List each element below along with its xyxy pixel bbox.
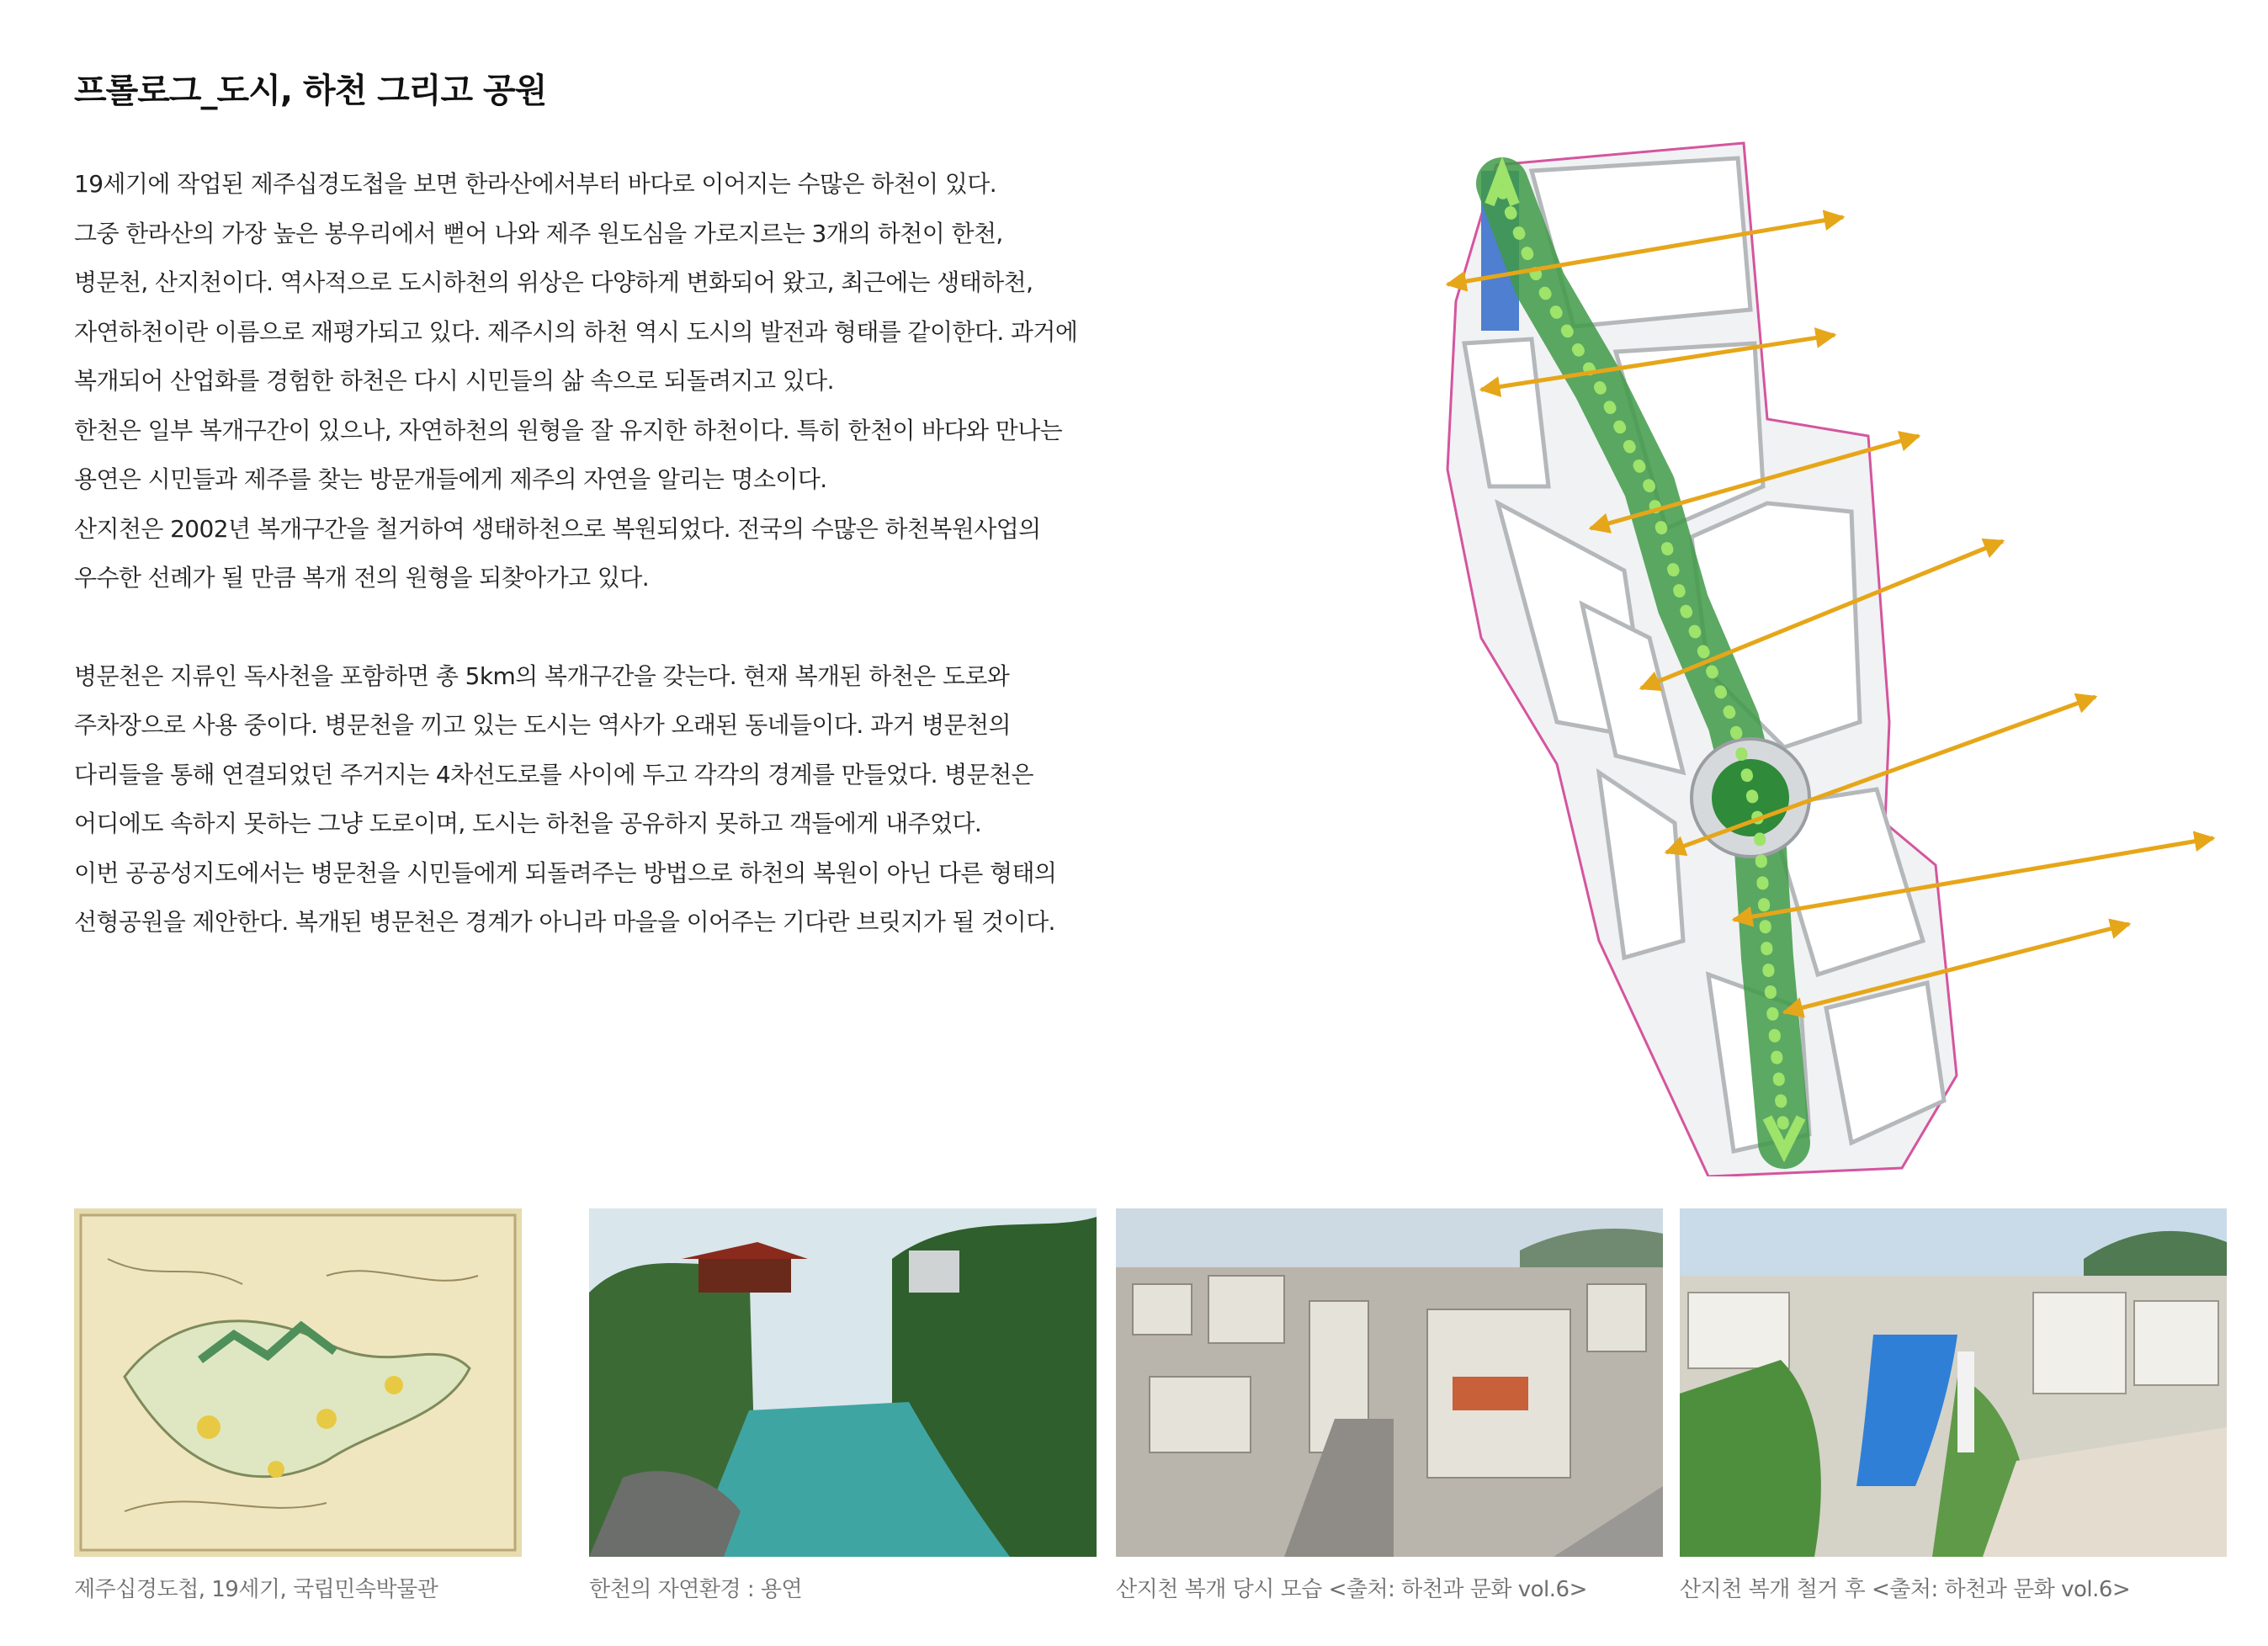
paragraph-2 (74, 652, 1168, 948)
photo-sanjicheon-covered (1116, 1208, 1663, 1557)
body-text (74, 160, 1168, 948)
photo-caption: 산지천 복개 당시 모습 <출처: 하천과 문화 vol.6> (1116, 1577, 1587, 1602)
text-line: 복개되어 산업화를 경험한 하천은 다시 시민들의 삶 속으로 되돌려지고 있다. (74, 367, 834, 395)
photo-caption: 한천의 자연환경 : 용연 (589, 1577, 803, 1602)
text-line: 우수한 선례가 될 만큼 복개 전의 원형을 되찾아가고 있다. (74, 564, 650, 592)
text-line: 한천은 일부 복개구간이 있으나, 자연하천의 원형을 잘 유지한 하천이다. 특히 한천이 바다와 만나는 (74, 416, 1063, 444)
photo-yongyeon (589, 1208, 1097, 1557)
photo-sanjicheon-restored (1680, 1208, 2227, 1557)
sanjicheon-restored-image (1680, 1208, 2227, 1557)
paragraph-1 (74, 160, 1168, 603)
photo-caption: 제주십경도첩, 19세기, 국립민속박물관 (74, 1577, 438, 1602)
text-line: 용연은 시민들과 제주를 찾는 방문개들에게 제주의 자연을 알리는 명소이다. (74, 465, 827, 493)
sanjicheon-covered-image (1116, 1208, 1663, 1557)
text-line: 자연하천이란 이름으로 재평가되고 있다. 제주시의 하천 역시 도시의 발전과 형태를 같이한다. 과거에 (74, 317, 1078, 346)
paragraph-gap (74, 603, 1168, 652)
text-line: 병문천은 지류인 독사천을 포함하면 총 5km의 복개구간을 갖는다. 현재 복개된 하천은 도로와 (74, 661, 1010, 690)
text-line: 다리들을 통해 연결되었던 주거지는 4차선도로를 사이에 두고 각각의 경계를 만들었다. 병문천은 (74, 760, 1033, 788)
photo-old-map (74, 1208, 522, 1557)
site-plan-svg (1431, 133, 2239, 1176)
text-line: 어디에도 속하지 못하는 그냥 도로이며, 도시는 하천을 공유하지 못하고 객들에게 내주었다. (74, 810, 982, 837)
old-map-image (74, 1208, 522, 1557)
page-title: 프롤로그_도시, 하천 그리고 공원 (74, 72, 547, 110)
text-line: 산지천은 2002년 복개구간을 철거하여 생태하천으로 복원되었다. 전국의 수많은 하천복원사업의 (74, 514, 1041, 543)
text-line: 주차장으로 사용 중이다. 병문천을 끼고 있는 도시는 역사가 오래된 동네들이다. 과거 병문천의 (74, 711, 1011, 739)
text-line: 선형공원을 제안한다. 복개된 병문천은 경계가 아니라 마을을 이어주는 기다란 브릿지가 될 것이다. (74, 908, 1055, 936)
text-line: 그중 한라산의 가장 높은 봉우리에서 뻗어 나와 제주 원도심을 가로지르는 3개의 하천이 한천, (74, 219, 1003, 247)
site-plan-diagram (1431, 133, 2239, 1176)
text-line: 19세기에 작업된 제주십경도첩을 보면 한라산에서부터 바다로 이어지는 수많은 하천이 있다. (74, 170, 997, 198)
photo-caption: 산지천 복개 철거 후 <출처: 하천과 문화 vol.6> (1680, 1577, 2131, 1602)
text-line: 이번 공공성지도에서는 병문천을 시민들에게 되돌려주는 방법으로 하천의 복원이 아닌 다른 형태의 (74, 858, 1057, 887)
yongyeon-image (589, 1208, 1097, 1557)
text-line: 병문천, 산지천이다. 역사적으로 도시하천의 위상은 다양하게 변화되어 왔고, 최근에는 생태하천, (74, 268, 1033, 296)
